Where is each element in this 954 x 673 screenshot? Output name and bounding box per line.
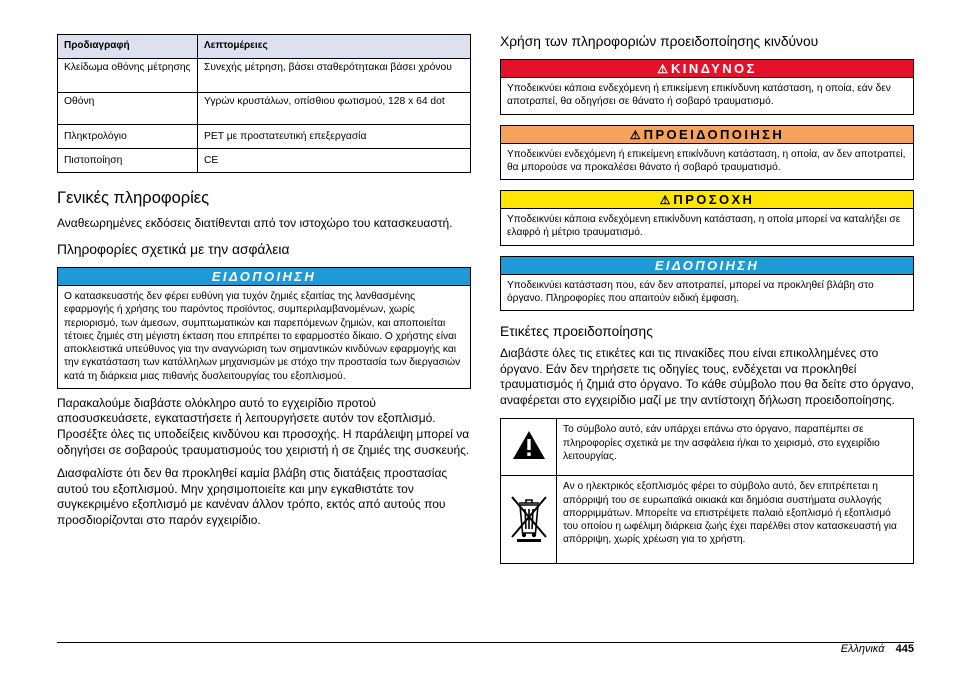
warning-title-bar (501, 126, 913, 144)
safety-paragraph-1: Παρακαλούμε διαβάστε ολόκληρο αυτό το εγχειρίδιο προτού αποσυσκευάσετε, εγκαταστήσετε ή λειτουργήσετε αυτόν τον εξοπλισμό. Προσέξτε όλες τις υποδείξεις κινδύνου και προσοχής. Η παράλειψη μπορεί να οδηγήσει σε σοβαρούς τραυματισμούς του χειριστή ή σε ζημιές της συσκευής. (57, 395, 470, 457)
labels-intro-paragraph: Διαβάστε όλες τις ετικέτες και τις πινακίδες που είναι επικολλημένες στο όργανο. Εάν δεν τηρήσετε τις οδηγίες τους, ενδέχεται να προκληθεί τραυματισμός ή ζημιά στο όργανο. Το κάθε σύμβολο που θα δείτε στο όργανο, αναφέρεται στο εγχειρίδιο μαζί με την αντίστοιχη δήλωση προειδοποίησης. (500, 346, 914, 407)
table-cell: PET με προστατευτική επεξεργασία (198, 124, 471, 148)
danger-title: ΚΙΝΔΥΝΟΣ (671, 61, 757, 76)
table-row (501, 476, 914, 564)
table-cell: Υγρών κρυστάλων, οπίσθιου φωτισμού, 128 x 64 dot (198, 92, 471, 124)
footer-divider (57, 642, 914, 643)
table-cell: Κλείδωμα οθόνης μέτρησης (58, 58, 198, 92)
table-cell: CE (198, 148, 471, 172)
table-row (58, 148, 471, 172)
caution-title: ΠΡΟΣΟΧΗ (673, 192, 755, 207)
caution-box (500, 190, 914, 246)
footer-language: Ελληνικά (840, 643, 885, 655)
caution-text: Υποδεικνύει κάποια ενδεχόμενη επικίνδυνη κατάσταση, η οποία μπορεί να καταλήξει σε ελαφρό ή μέτριο τραυματισμό. (507, 214, 901, 239)
danger-title-bar (501, 60, 913, 78)
caution-title-bar (501, 191, 913, 209)
warning-triangle-icon: ⚠ (657, 62, 669, 76)
safety-paragraph-2: Διασφαλίστε ότι δεν θα προκληθεί καμία βλάβη στις διατάξεις προστασίας αυτού του εξοπλισμού. Μην χρησιμοποιείτε και μην εγκαθιστάτε τον συγκεκριμένο εξοπλισμό με κανέναν άλλον τρόπο, εκτός από αυτούς που προσδιορίζονται στο παρόν εγχειρίδιο. (57, 466, 448, 527)
page-number: 445 (895, 643, 914, 655)
table-row (58, 124, 471, 148)
warning-text: Υποδεικνύει ενδεχόμενη ή επικείμενη επικίνδυνη κατάσταση, η οποία, αν δεν αποτραπεί, θα μπορούσε να προκαλέσει θάνατο ή σοβαρό τραυματισμό. (507, 148, 906, 173)
label-description: Αν ο ηλεκτρικός εξοπλισμός φέρει το σύμβολο αυτό, δεν επιτρέπεται η απόρριψή του σε ευρωπαϊκά οικιακά και δημόσια συστήματα συλλογής απορριμμάτων. Μπορείτε να επιστρέψετε παλαιό εξοπλισμό ή εξοπλισμό του οποίου η ωφέλιμη διάρκεια ζωής έχει παρέλθει στον κατασκευαστή για απόρριψη, χωρίς χρέωση για το χρήστη. (557, 476, 914, 564)
notice-title: ΕΙΔΟΠΟΙΗΣΗ (58, 268, 470, 286)
notice-box (500, 256, 914, 312)
notice-text: Υποδεικνύει κατάσταση που, εάν δεν αποτραπεί, μπορεί να προκληθεί βλάβη στο όργανο. Πληροφορίες που απαιτούν ειδική έμφαση. (507, 279, 874, 304)
danger-box (500, 59, 914, 115)
notice-text: Ο κατασκευαστής δεν φέρει ευθύνη για τυχόν ζημιές εξαιτίας της λανθασμένης εφαρμογής ή χρήσης του παρόντος προϊόντος, συμπεριλαμβανομένων, χωρίς περιορισμό, των άμεσων, συμπτωματικών και παρεπόμενων ζημιών, και αποποιείται τέτοιες ζημιές στη μέγιστη έκταση που επιτρέπει το εφαρμοστέο δίκαιο. Ο χρήστης είναι αποκλειστικά υπεύθυνος για την αναγνώριση των σημαντικών κινδύνων εφαρμογής και την εγκατάσταση των κατάλληλων μηχανισμών με στόχο την προστασία των διεργασιών κατά τη διάρκεια μιας πιθανής δυσλειτουργίας του εξοπλισμού. (64, 291, 461, 382)
warning-triangle-icon: ⚠ (659, 193, 671, 207)
table-cell: Συνεχής μέτρηση, βάσει σταθερότητακαι βάσει χρόνου (198, 58, 471, 92)
symbol-cell (501, 476, 557, 564)
danger-text: Υποδεικνύει κάποια ενδεχόμενη ή επικείμενη επικίνδυνη κατάσταση, η οποία, εάν δεν αποτραπεί, θα οδηγήσει σε θάνατο ή σοβαρό τραυματισμό. (507, 83, 891, 108)
weee-crossed-bin-icon (507, 493, 551, 543)
intro-paragraph: Αναθεωρημένες εκδόσεις διατίθενται από τον ιστοχώρο του κατασκευαστή. (57, 215, 453, 230)
hazard-info-heading: Χρήση των πληροφοριών προειδοποίησης κινδύνου (500, 34, 819, 49)
warning-labels-heading: Ετικέτες προειδοποίησης (500, 324, 653, 339)
general-info-heading: Γενικές πληροφορίες (57, 188, 210, 207)
right-column (500, 34, 914, 564)
warning-box (500, 125, 914, 181)
table-row (58, 58, 471, 92)
table-cell: Πιστοποίηση (58, 148, 198, 172)
table-cell: Οθόνη (58, 92, 198, 124)
safety-heading: Πληροφορίες σχετικά με την ασφάλεια (57, 242, 290, 258)
warning-labels-table (500, 418, 914, 564)
label-description: Το σύμβολο αυτό, εάν υπάρχει επάνω στο όργανο, παραπέμπει σε πληροφορίες σχετικά με την ασφάλεια ή/και το χειρισμό, στο εγχειρίδιο λειτουργίας. (557, 419, 914, 476)
warning-title: ΠΡΟΕΙΔΟΠΟΙΗΣΗ (643, 126, 785, 142)
specifications-table (57, 34, 471, 173)
page-footer (841, 643, 914, 655)
table-header-cell: Λεπτομέρειες (198, 35, 471, 59)
warning-triangle-icon: ⚠ (629, 127, 641, 142)
table-header-cell: Προδιαγραφή (58, 35, 198, 59)
left-column (57, 34, 471, 529)
symbol-cell (501, 419, 557, 476)
table-row (58, 92, 471, 124)
warning-triangle-icon (512, 430, 546, 460)
notice-box (57, 267, 471, 389)
table-header-row (58, 35, 471, 59)
table-cell: Πληκτρολόγιο (58, 124, 198, 148)
table-row (501, 419, 914, 476)
notice-title: ΕΙΔΟΠΟΙΗΣΗ (501, 257, 913, 275)
